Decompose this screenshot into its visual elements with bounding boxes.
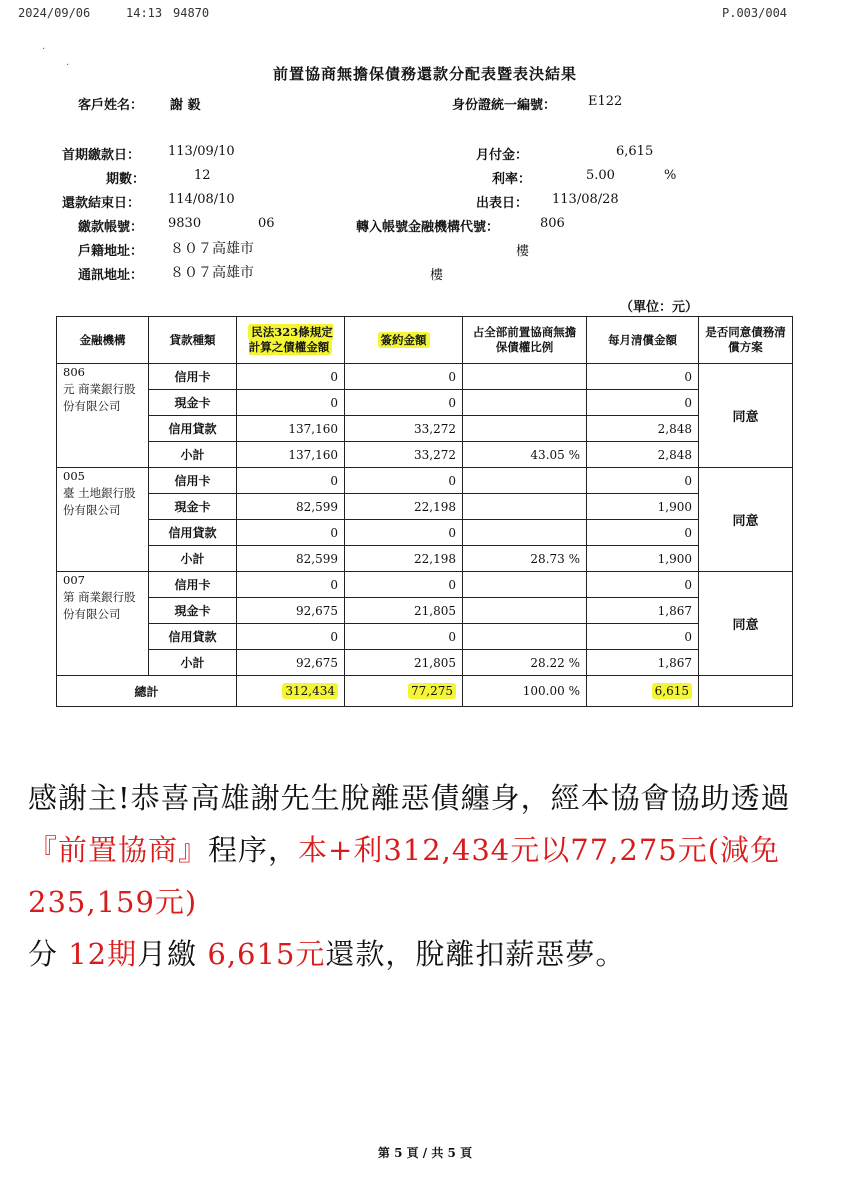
house-address-end: 樓 <box>516 244 530 259</box>
signed-amount: 0 <box>345 520 463 546</box>
signed-amount: 0 <box>345 572 463 598</box>
house-address: ８０７高雄市 <box>170 241 254 257</box>
signed-amount: 33,272 <box>345 416 463 442</box>
story-part: 程序， <box>208 833 299 867</box>
bank-name: 元 商業銀行股份有限公司 <box>63 382 136 413</box>
periods-value: 12 <box>194 168 211 183</box>
issue-value: 113/08/28 <box>552 192 619 207</box>
signed-amount: 0 <box>345 364 463 390</box>
ratio <box>463 416 587 442</box>
loan-type: 信用卡 <box>149 364 237 390</box>
header-loan-type: 貸款種類 <box>149 317 237 364</box>
ratio: 43.05 % <box>463 442 587 468</box>
legal-amount: 0 <box>237 624 345 650</box>
signed-amount: 0 <box>345 390 463 416</box>
monthly-amount: 0 <box>587 468 699 494</box>
total-agree-empty <box>699 676 793 707</box>
mail-address-label: 通訊地址： <box>78 268 144 283</box>
legal-amount: 82,599 <box>237 494 345 520</box>
account-label: 繳款帳號： <box>78 220 144 235</box>
header-institution: 金融機構 <box>57 317 149 364</box>
repayment-table <box>56 316 793 707</box>
rate-value: 5.00 <box>586 168 615 183</box>
table-row <box>57 520 793 546</box>
document-title: 前置協商無擔保債務還款分配表暨表決結果 <box>272 65 577 83</box>
scan-speck: · <box>42 44 46 55</box>
ratio <box>463 520 587 546</box>
client-name-label: 客戶姓名： <box>78 98 144 113</box>
bank-code-value: 806 <box>540 216 565 231</box>
first-pay-value: 113/09/10 <box>168 144 235 159</box>
signed-amount: 0 <box>345 624 463 650</box>
ratio: 28.73 % <box>463 546 587 572</box>
story-highlight: 6,615元 <box>207 937 326 971</box>
monthly-amount: 1,867 <box>587 598 699 624</box>
client-id: E122 <box>588 94 623 109</box>
mail-address: ８０７高雄市 <box>170 265 254 281</box>
account-value-b: 06 <box>258 216 275 231</box>
table-row <box>57 598 793 624</box>
client-name: 謝 毅 <box>170 98 201 113</box>
story-part: 分 <box>28 937 59 971</box>
loan-type: 信用貸款 <box>149 520 237 546</box>
header-signed-amount-text: 簽約金額 <box>378 332 430 348</box>
ratio <box>463 390 587 416</box>
fax-date: 2024/09/06 <box>18 6 91 20</box>
bank-code: 005 <box>63 469 85 483</box>
total-monthly-amount-text: 6,615 <box>652 683 692 699</box>
legal-amount: 0 <box>237 364 345 390</box>
ratio <box>463 624 587 650</box>
monthly-value: 6,615 <box>616 144 654 159</box>
fax-time: 14:13 <box>126 6 163 20</box>
total-signed-amount <box>345 676 463 707</box>
legal-amount: 0 <box>237 572 345 598</box>
first-pay-label: 首期繳款日： <box>62 148 141 163</box>
table-row <box>57 572 793 598</box>
total-legal-amount-text: 312,434 <box>282 683 338 699</box>
signed-amount: 33,272 <box>345 442 463 468</box>
end-value: 114/08/10 <box>168 192 235 207</box>
table-row <box>57 546 793 572</box>
fax-number: 94870 <box>173 6 210 20</box>
client-id-label: 身份證統一編號： <box>452 98 557 113</box>
header-signed-amount <box>345 317 463 364</box>
loan-type: 信用卡 <box>149 572 237 598</box>
issue-label: 出表日： <box>476 196 529 211</box>
header-monthly: 每月清償金額 <box>587 317 699 364</box>
table-row <box>57 390 793 416</box>
total-legal-amount <box>237 676 345 707</box>
legal-amount: 82,599 <box>237 546 345 572</box>
bank-code-label: 轉入帳號金融機構代號： <box>356 220 500 235</box>
bank-cell <box>57 468 149 572</box>
loan-type: 小計 <box>149 546 237 572</box>
monthly-label: 月付金： <box>476 148 529 163</box>
monthly-amount: 0 <box>587 390 699 416</box>
monthly-amount: 1,867 <box>587 650 699 676</box>
story-part: 感謝主!恭喜高雄謝先生脫離惡債纏身，經本協會協助透過 <box>28 781 791 815</box>
legal-amount: 92,675 <box>237 650 345 676</box>
story-highlight: 『前置協商』 <box>28 833 209 867</box>
loan-type: 現金卡 <box>149 494 237 520</box>
signed-amount: 21,805 <box>345 650 463 676</box>
page-footer: 第 5 頁 / 共 5 頁 <box>377 1146 473 1160</box>
mail-address-end: 樓 <box>430 268 444 283</box>
agree-cell: 同意 <box>699 572 793 676</box>
story-highlight: 12期 <box>68 937 138 971</box>
signed-amount: 22,198 <box>345 546 463 572</box>
monthly-amount: 0 <box>587 572 699 598</box>
loan-type: 信用貸款 <box>149 624 237 650</box>
legal-amount: 92,675 <box>237 598 345 624</box>
ratio <box>463 494 587 520</box>
monthly-amount: 0 <box>587 624 699 650</box>
legal-amount: 137,160 <box>237 442 345 468</box>
header-legal-amount <box>237 317 345 364</box>
total-label: 總計 <box>57 676 237 707</box>
total-ratio: 100.00 % <box>463 676 587 707</box>
signed-amount: 0 <box>345 468 463 494</box>
loan-type: 小計 <box>149 442 237 468</box>
loan-type: 信用貸款 <box>149 416 237 442</box>
ratio <box>463 468 587 494</box>
bank-code: 007 <box>63 573 85 587</box>
table-header-row <box>57 317 793 364</box>
loan-type: 信用卡 <box>149 468 237 494</box>
fax-page: P.003/004 <box>722 6 788 20</box>
periods-label: 期數： <box>106 172 146 187</box>
table-row <box>57 364 793 390</box>
signed-amount: 22,198 <box>345 494 463 520</box>
scan-speck: · <box>66 60 70 71</box>
legal-amount: 0 <box>237 520 345 546</box>
ratio <box>463 364 587 390</box>
table-total-row <box>57 676 793 707</box>
account-value-a: 9830 <box>168 216 202 231</box>
loan-type: 現金卡 <box>149 598 237 624</box>
legal-amount: 0 <box>237 468 345 494</box>
table-row <box>57 494 793 520</box>
table-row <box>57 416 793 442</box>
bank-code: 806 <box>63 365 85 379</box>
header-agree: 是否同意債務清償方案 <box>699 317 793 364</box>
table-row <box>57 442 793 468</box>
loan-type: 現金卡 <box>149 390 237 416</box>
loan-type: 小計 <box>149 650 237 676</box>
monthly-amount: 1,900 <box>587 546 699 572</box>
house-address-label: 戶籍地址： <box>78 244 144 259</box>
end-label: 還款結束日： <box>62 196 141 211</box>
monthly-amount: 2,848 <box>587 416 699 442</box>
table-row <box>57 468 793 494</box>
legal-amount: 0 <box>237 390 345 416</box>
monthly-amount: 0 <box>587 364 699 390</box>
story-highlight: 本+利312,434元以77,275元(減免235,159元) <box>28 833 781 919</box>
table-row <box>57 624 793 650</box>
agree-cell: 同意 <box>699 364 793 468</box>
rate-unit: % <box>664 168 677 183</box>
signed-amount: 21,805 <box>345 598 463 624</box>
agree-cell: 同意 <box>699 468 793 572</box>
bank-name: 臺 土地銀行股份有限公司 <box>63 486 136 517</box>
story-part: 還款，脫離扣薪惡夢。 <box>325 937 626 971</box>
table-row <box>57 650 793 676</box>
ratio <box>463 572 587 598</box>
header-ratio: 占全部前置協商無擔保債權比例 <box>463 317 587 364</box>
monthly-amount: 2,848 <box>587 442 699 468</box>
bank-name: 第 商業銀行股份有限公司 <box>63 590 136 621</box>
ratio: 28.22 % <box>463 650 587 676</box>
total-monthly-amount <box>587 676 699 707</box>
rate-label: 利率： <box>492 172 532 187</box>
header-legal-amount-text: 民法323條規定計算之債權金額 <box>248 325 333 354</box>
legal-amount: 137,160 <box>237 416 345 442</box>
testimonial-text <box>28 772 818 980</box>
total-signed-amount-text: 77,275 <box>408 683 456 699</box>
monthly-amount: 1,900 <box>587 494 699 520</box>
bank-cell <box>57 364 149 468</box>
ratio <box>463 598 587 624</box>
monthly-amount: 0 <box>587 520 699 546</box>
story-part: 月繳 <box>137 937 198 971</box>
unit-note: （單位：元） <box>620 300 699 315</box>
bank-cell <box>57 572 149 676</box>
